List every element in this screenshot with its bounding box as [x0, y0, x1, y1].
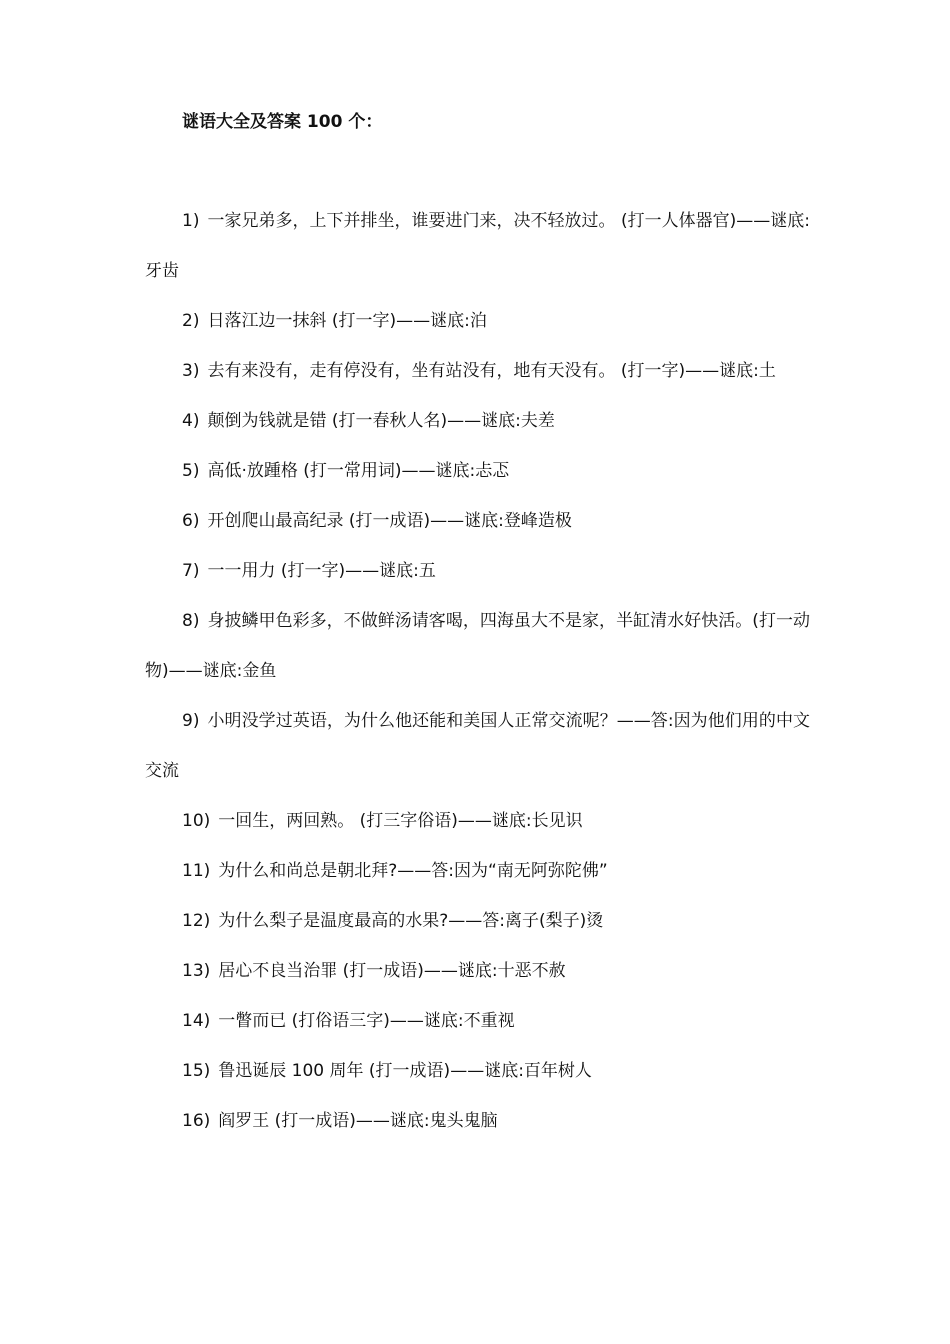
- riddle-text: 为什么梨子是温度最高的水果?——答:离子(梨子)烫: [218, 911, 604, 931]
- riddle-text: 身披鳞甲色彩多，不做鲜汤请客喝，四海虽大不是家，半缸清水好快活。(打一动物)——谜底:金鱼: [145, 611, 810, 681]
- riddle-number: 11): [182, 861, 211, 881]
- riddle-text: 日落江边一抹斜 (打一字)——谜底:泊: [207, 311, 487, 331]
- riddle-text: 颠倒为钱就是错 (打一春秋人名)——谜底:夫差: [207, 411, 555, 431]
- riddle-number: 8): [182, 611, 200, 631]
- riddle-number: 2): [182, 311, 200, 331]
- riddle-number: 15): [182, 1061, 211, 1081]
- riddle-number: 13): [182, 961, 211, 981]
- riddle-text: 高低·放踵格 (打一常用词)——谜底:忐忑: [207, 461, 510, 481]
- riddle-number: 4): [182, 411, 200, 431]
- riddle-number: 1): [182, 211, 200, 231]
- riddle-text: 居心不良当治罪 (打一成语)——谜底:十恶不赦: [218, 961, 566, 981]
- riddle-text: 去有来没有，走有停没有，坐有站没有，地有天没有。 (打一字)——谜底:土: [207, 361, 776, 381]
- document-title: 谜语大全及答案 100 个：: [182, 112, 383, 132]
- riddle-item: [145, 1046, 810, 1096]
- riddle-item: [145, 1096, 810, 1146]
- riddle-text: 一家兄弟多，上下并排坐，谁要进门来，决不轻放过。 (打一人体器官)——谜底:牙齿: [145, 211, 810, 281]
- riddle-number: 14): [182, 1011, 211, 1031]
- riddle-item: [145, 946, 810, 996]
- riddle-number: 16): [182, 1111, 211, 1131]
- riddle-list: [145, 196, 810, 1146]
- riddle-item: [145, 496, 810, 546]
- riddle-text: 阎罗王 (打一成语)——谜底:鬼头鬼脑: [218, 1111, 498, 1131]
- riddle-item: [145, 996, 810, 1046]
- riddle-number: 6): [182, 511, 200, 531]
- riddle-item: [145, 546, 810, 596]
- riddle-item: [145, 346, 810, 396]
- riddle-item: [145, 896, 810, 946]
- riddle-text: 一回生，两回熟。 (打三字俗语)——谜底:长见识: [218, 811, 583, 831]
- riddle-item: [145, 396, 810, 446]
- riddle-number: 9): [182, 711, 200, 731]
- riddle-number: 7): [182, 561, 200, 581]
- riddle-number: 10): [182, 811, 211, 831]
- riddle-item: [145, 446, 810, 496]
- riddle-text: 鲁迅诞辰 100 周年 (打一成语)——谜底:百年树人: [218, 1061, 592, 1081]
- riddle-item: [145, 696, 810, 796]
- riddle-number: 3): [182, 361, 200, 381]
- riddle-number: 5): [182, 461, 200, 481]
- riddle-item: [145, 296, 810, 346]
- riddle-text: 为什么和尚总是朝北拜?——答:因为“南无阿弥陀佛”: [218, 861, 608, 881]
- riddle-item: [145, 796, 810, 846]
- riddle-item: [145, 846, 810, 896]
- riddle-text: 小明没学过英语，为什么他还能和美国人正常交流呢？——答:因为他们用的中文交流: [145, 711, 810, 781]
- riddle-number: 12): [182, 911, 211, 931]
- riddle-text: 开创爬山最高纪录 (打一成语)——谜底:登峰造极: [207, 511, 572, 531]
- riddle-text: 一一用力 (打一字)——谜底:五: [207, 561, 436, 581]
- riddle-item: [145, 196, 810, 296]
- riddle-item: [145, 596, 810, 696]
- riddle-text: 一瞥而已 (打俗语三字)——谜底:不重视: [218, 1011, 515, 1031]
